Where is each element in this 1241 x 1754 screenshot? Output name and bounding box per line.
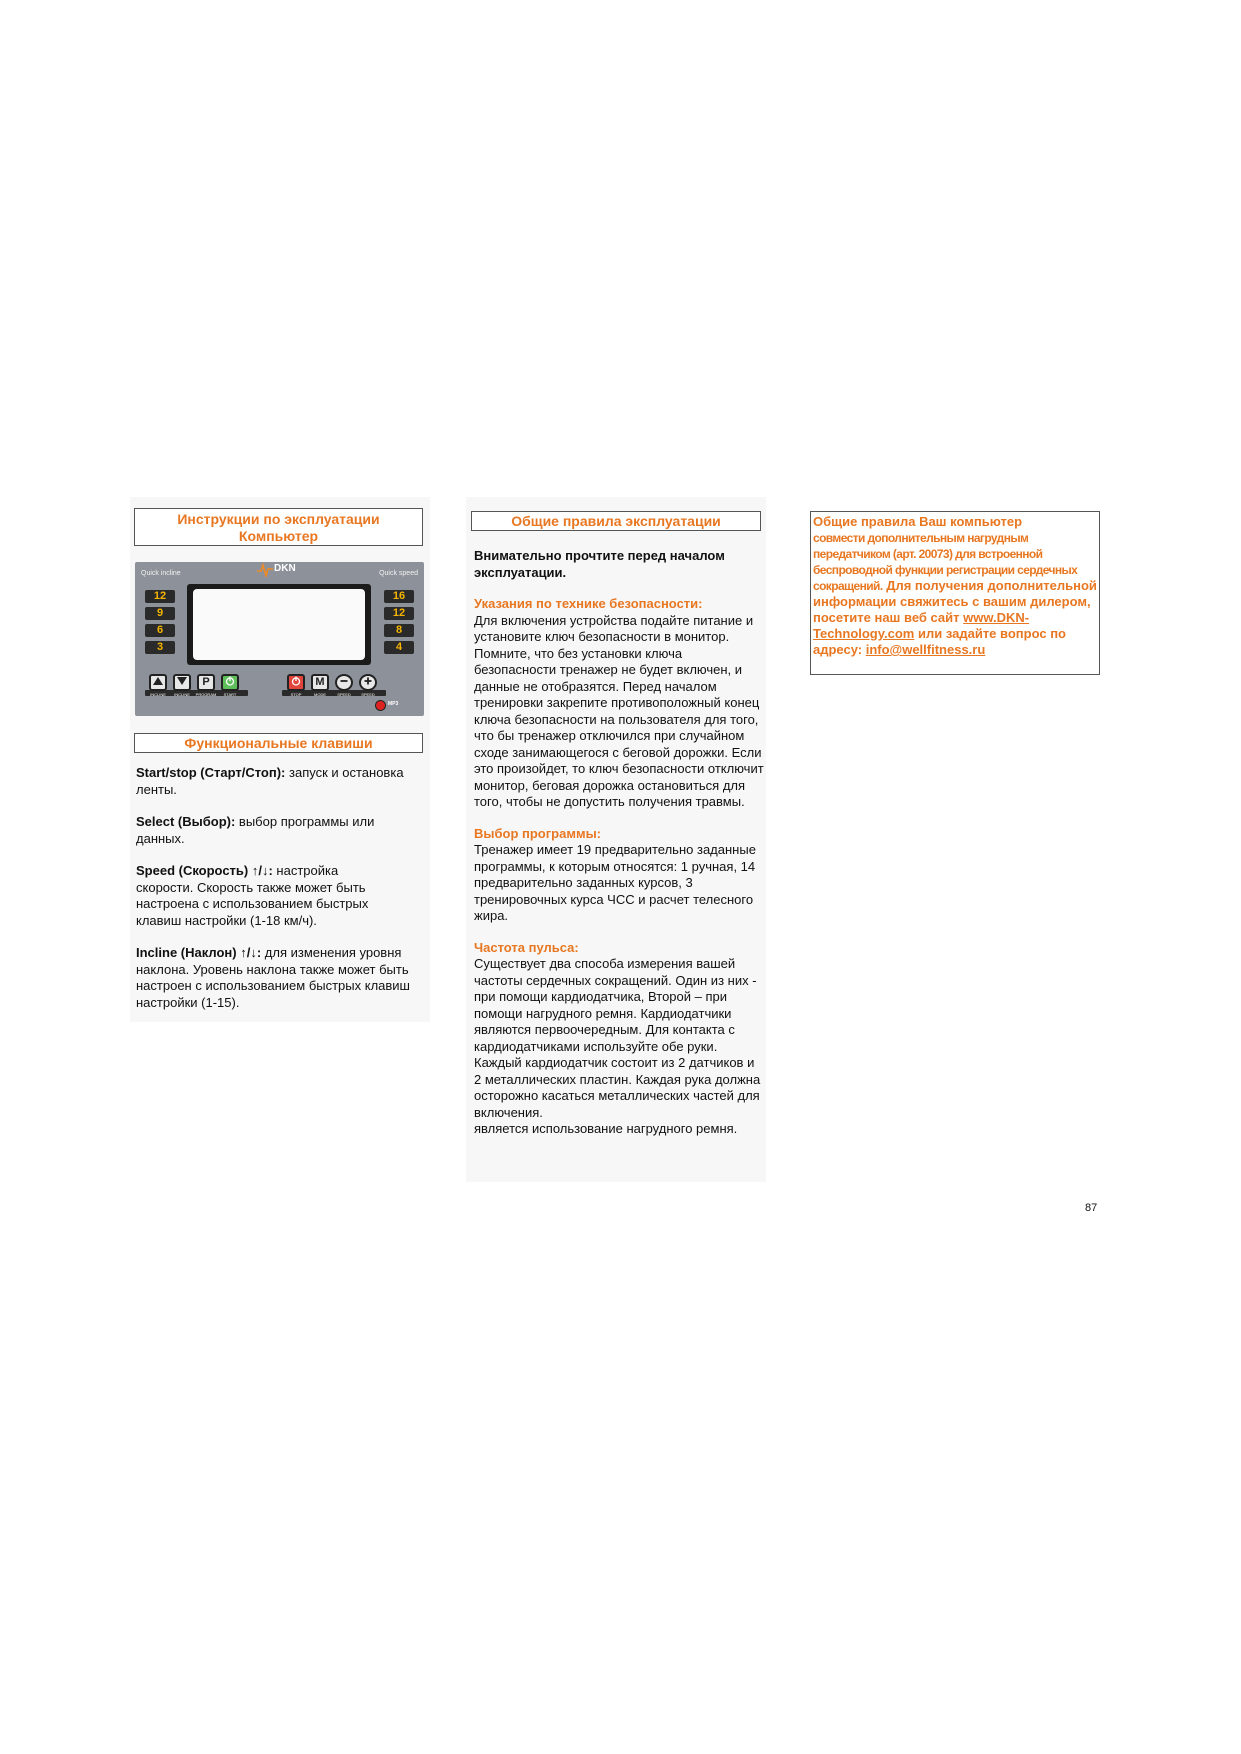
function-keys-title: Функциональные клавиши <box>134 733 423 753</box>
pulse-last-line: является использование нагрудного ремня. <box>474 1121 738 1136</box>
lcd-screen <box>193 589 365 660</box>
speed-up-button[interactable] <box>359 674 377 691</box>
safety-text: Для включения устройства подайте питание и установите ключ безопасности в монитор. Помните, что без установки ключа безопасности тренажер не будет включен, и данные не отобразятся. Перед началом тренировки закрепите противоположный конец ключа безопасности на пользователя для того, что бы тренажер отключился при случайном сходе занимающегося с беговой дорожки. Если это произойдет, то ключ безопасности отключит монитор, беговая дорожка остановиться для того, чтобы не допустить получения травмы. <box>474 612 764 809</box>
item-term: Speed (Скорость) ↑/↓: <box>136 863 273 878</box>
right-text-b: совмести дополнительным нагрудным передатчиком (арт. 20073) для встроенной беспроводной функции регистрации сердечных сокращений. <box>813 531 1078 593</box>
middle-title-box: Общие правила эксплуатации <box>471 511 761 531</box>
right-title: Общие правила <box>813 514 916 529</box>
safety-heading: Указания по технике безопасности: <box>474 596 703 611</box>
right-text-c: Для получения дополнительной информации свяжитесь с вашим дилером, посетите наш веб сайт <box>813 578 1097 625</box>
quick-incline-button-9[interactable]: 9 <box>145 607 175 620</box>
mp3-label: MP3 <box>388 701 399 707</box>
incline-item <box>136 945 411 1011</box>
quick-speed-button-8[interactable]: 8 <box>384 624 414 637</box>
key-label-program: PROGRAM <box>195 692 217 697</box>
function-keys-list <box>136 765 426 1011</box>
mp3-jack[interactable] <box>375 700 386 711</box>
right-note-text <box>813 514 1097 658</box>
program-button[interactable]: P <box>197 674 215 691</box>
key-label-stop: STOP <box>290 692 302 697</box>
key-label-incline-up: INCLINE <box>150 692 166 697</box>
dkn-logo-text: DKN <box>274 563 296 574</box>
key-label-speed-up: SPEED <box>361 692 375 697</box>
item-text: выбор программы или данных. <box>136 814 375 846</box>
key-label-incline-down: INCLINE <box>174 692 190 697</box>
dkn-logo <box>257 563 301 577</box>
right-text-a: Ваш компьютер <box>915 514 1023 529</box>
incline-down-button[interactable] <box>173 674 191 691</box>
quick-incline-button-3[interactable]: 3 <box>145 641 175 654</box>
mode-button[interactable]: M <box>311 674 329 691</box>
pulse-text: Существует два способа измерения вашей частоты сердечных сокращений. Один из них - при помощи кардиодатчика, Второй – при помощи нагрудного ремня. Кардиодатчики являются первоочередным. Для контакта с кардиодатчиками используйте обе руки. Каждый кардиодатчик состоит из 2 датчиков и 2 металлических пластин. Каждая рука должна осторожно касаться металлических частей для включения. <box>474 956 761 1120</box>
key-label-speed-down: SPEED <box>337 692 351 697</box>
item-term: Start/stop (Старт/Стоп): <box>136 765 286 780</box>
right-text-d: или задайте вопрос по адресу: <box>813 626 1066 657</box>
item-text: запуск и остановка ленты. <box>136 765 404 797</box>
pulse-logo-icon <box>257 563 273 577</box>
key-label-start: START <box>223 692 237 697</box>
pulse-heading: Частота пульса: <box>474 939 579 955</box>
item-term: Select (Выбор): <box>136 814 236 829</box>
start-button[interactable] <box>221 674 239 691</box>
quick-incline-button-12[interactable]: 12 <box>145 590 175 603</box>
triangle-down-icon <box>176 676 188 686</box>
intro-text: Внимательно прочтите перед началом эксплуатации. <box>474 548 725 580</box>
email-link[interactable]: info@wellfitness.ru <box>865 642 986 657</box>
stop-button[interactable] <box>287 674 305 691</box>
quick-speed-button-16[interactable]: 16 <box>384 590 414 603</box>
item-text: настройка скорости. Скорость также может быть настроена с использованием быстрых клавиш настройки (1-18 км/ч). <box>136 863 369 928</box>
item-text: для изменения уровня наклона. Уровень наклона также может быть настроен с использованием быстрых клавиш настройки (1-15). <box>136 945 410 1010</box>
quick-speed-button-12[interactable]: 12 <box>384 607 414 620</box>
console-panel-image <box>135 562 424 716</box>
start-stop-item <box>136 765 426 798</box>
left-title-line2: Компьютер <box>238 528 319 544</box>
quick-incline-button-6[interactable]: 6 <box>145 624 175 637</box>
select-item <box>136 814 426 847</box>
left-title-line1: Инструкции по эксплуатации <box>177 511 380 527</box>
lcd-display <box>187 584 371 665</box>
quick-speed-button-4[interactable]: 4 <box>384 641 414 654</box>
program-heading: Выбор программы: <box>474 825 601 841</box>
incline-up-button[interactable] <box>149 674 167 691</box>
website-link[interactable]: www.DKN-Technology.com <box>813 610 1030 641</box>
key-label-mode: MODE <box>314 692 326 697</box>
program-text: Тренажер имеет 19 предварительно заданные программы, к которым относятся: 1 ручная, 14 предварительно заданных курсов, 3 тренировочных курса ЧСС и расчет телесного жира. <box>474 842 756 923</box>
quick-speed-label: Quick speed <box>379 570 418 577</box>
plus-icon <box>363 676 373 686</box>
page-number: 87 <box>1085 1202 1098 1214</box>
triangle-up-icon <box>152 676 164 686</box>
speed-item <box>136 863 391 929</box>
middle-content <box>474 547 764 1138</box>
speed-down-button[interactable] <box>335 674 353 691</box>
stop-power-icon <box>291 676 301 686</box>
item-term: Incline (Наклон) ↑/↓: <box>136 945 262 960</box>
quick-incline-label: Quick incline <box>141 570 181 577</box>
power-icon <box>225 676 235 686</box>
right-note-box <box>810 511 1100 675</box>
left-title-box <box>134 508 423 546</box>
minus-icon <box>339 676 349 686</box>
